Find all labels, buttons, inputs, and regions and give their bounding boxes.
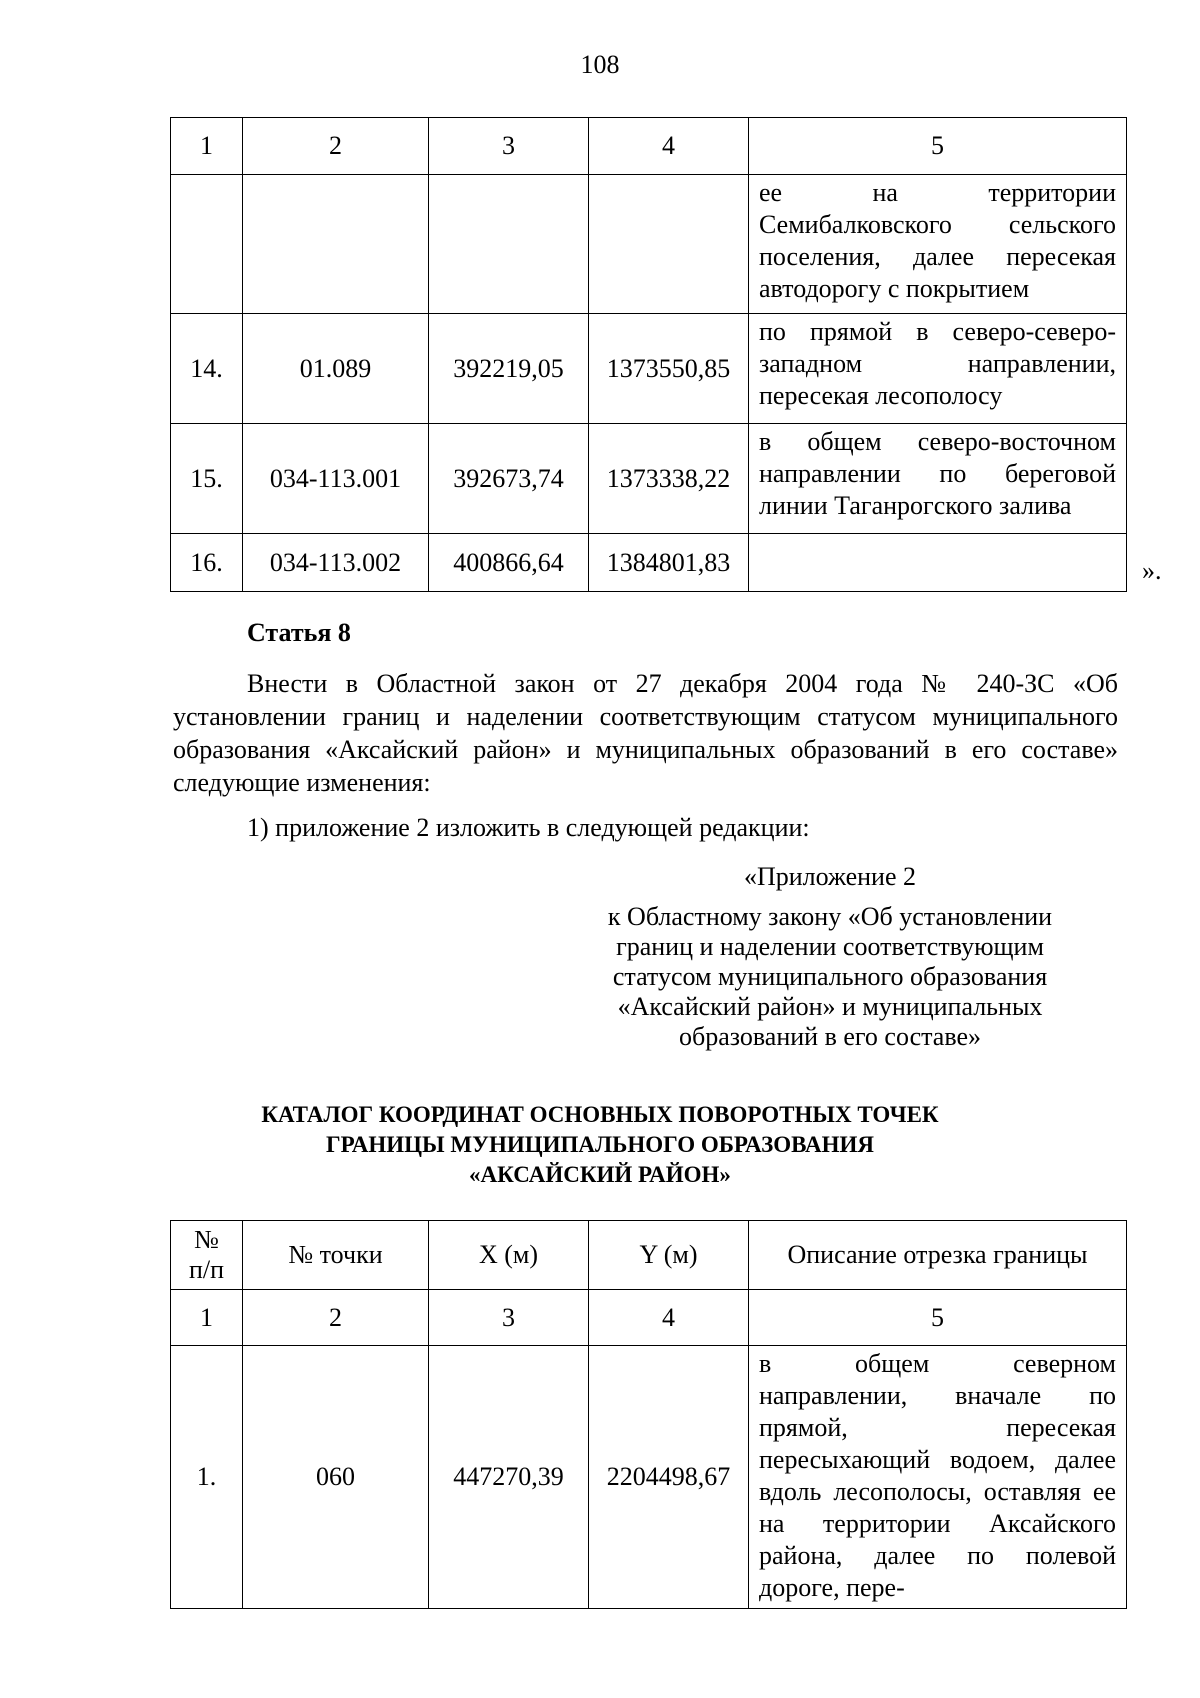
boundary-description: ее на территории Семибалковского сельского поселения, далее пересекая автодорогу с покрытием: [749, 175, 1127, 314]
y-coordinate: 1384801,83: [589, 534, 749, 592]
article-paragraph: Внести в Областной закон от 27 декабря 2004 года № 240-ЗС «Об установлении границ и наделении соответствующим статусом муниципального образования «Аксайский район» и муниципальных образований в его составе» следующие изменения:: [173, 669, 1118, 797]
x-coordinate: 447270,39: [429, 1346, 589, 1609]
appendix-header: [560, 862, 1100, 1052]
column-header-description: Описание отрезка границы: [749, 1221, 1127, 1290]
table-row: [171, 1346, 1127, 1609]
column-number: 3: [429, 118, 589, 175]
point-id: 034-113.002: [243, 534, 429, 592]
column-number: 2: [243, 1290, 429, 1346]
column-header-number: № п/п: [171, 1221, 243, 1290]
closing-quote: ».: [1142, 556, 1162, 585]
boundary-description: в общем северном направлении, вначале по прямой, пересекая пересыхающий водоем, далее вдоль лесополосы, оставляя ее на территории Аксайского района, далее по полевой дороге, пере-: [749, 1346, 1127, 1609]
column-number: 4: [589, 1290, 749, 1346]
appendix-line: границ и наделении соответствующим: [616, 932, 1044, 961]
row-number: 1.: [171, 1346, 243, 1609]
column-number: 2: [243, 118, 429, 175]
boundary-description: [749, 534, 1127, 592]
column-number: 5: [749, 118, 1127, 175]
y-coordinate: 1373550,85: [589, 314, 749, 424]
column-number: 4: [589, 118, 749, 175]
row-number: 15.: [171, 424, 243, 534]
column-number: 5: [749, 1290, 1127, 1346]
column-number: 1: [171, 1290, 243, 1346]
y-coordinate: 1373338,22: [589, 424, 749, 534]
column-header-y: Y (м): [589, 1221, 749, 1290]
article-paragraph: 1) приложение 2 изложить в следующей редакции:: [247, 813, 810, 842]
table-row: [171, 424, 1127, 534]
appendix-line: «Аксайский район» и муниципальных: [617, 992, 1043, 1021]
row-number: 14.: [171, 314, 243, 424]
boundary-description: по прямой в северо-северо-западном направлении, пересекая лесополосу: [749, 314, 1127, 424]
table-row: [171, 175, 1127, 314]
column-header-point: № точки: [243, 1221, 429, 1290]
point-id: 034-113.001: [243, 424, 429, 534]
table-header-row: [171, 118, 1127, 175]
appendix-line: статусом муниципального образования: [612, 962, 1048, 991]
boundary-description: в общем северо-восточном направлении по береговой линии Таганрогского залива: [749, 424, 1127, 534]
y-coordinate: 2204498,67: [589, 1346, 749, 1609]
page-number: 108: [580, 50, 620, 79]
catalog-title-line: «АКСАЙСКИЙ РАЙОН»: [469, 1162, 731, 1187]
x-coordinate: 392219,05: [429, 314, 589, 424]
article-title: Статья 8: [247, 618, 351, 647]
coordinates-catalog-table: [170, 1220, 1127, 1609]
x-coordinate: 400866,64: [429, 534, 589, 592]
column-header-x: X (м): [429, 1221, 589, 1290]
table-row: [171, 314, 1127, 424]
appendix-line: образований в его составе»: [678, 1022, 982, 1051]
row-number: 16.: [171, 534, 243, 592]
column-number: 3: [429, 1290, 589, 1346]
table-numbering-row: [171, 1290, 1127, 1346]
catalog-title: [0, 1100, 1200, 1190]
appendix-line: к Областному закону «Об установлении: [607, 902, 1053, 931]
point-id: 060: [243, 1346, 429, 1609]
catalog-title-line: ГРАНИЦЫ МУНИЦИПАЛЬНОГО ОБРАЗОВАНИЯ: [326, 1132, 874, 1157]
table-row: [171, 534, 1127, 592]
catalog-title-line: КАТАЛОГ КООРДИНАТ ОСНОВНЫХ ПОВОРОТНЫХ ТОЧЕК: [261, 1102, 939, 1127]
coordinates-table-continued: [170, 117, 1127, 592]
column-number: 1: [171, 118, 243, 175]
appendix-title: «Приложение 2: [743, 862, 917, 891]
x-coordinate: 392673,74: [429, 424, 589, 534]
point-id: 01.089: [243, 314, 429, 424]
table-header-row: [171, 1221, 1127, 1290]
